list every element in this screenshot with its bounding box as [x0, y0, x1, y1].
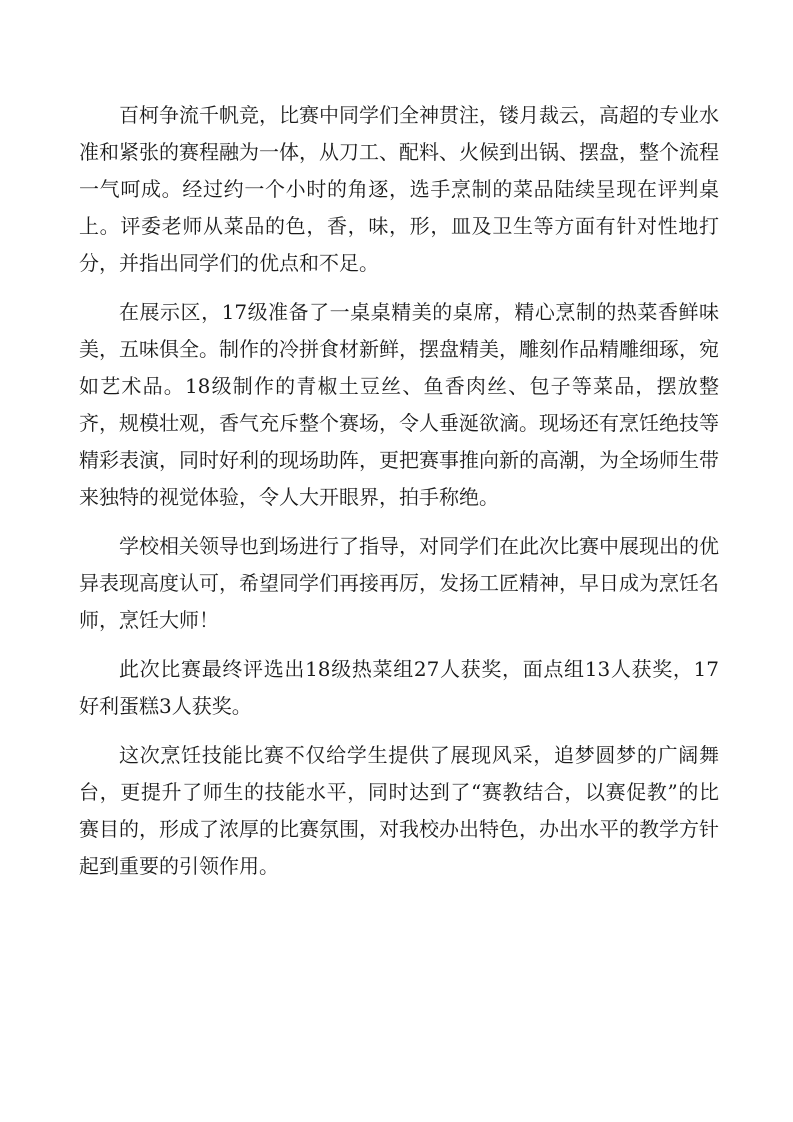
paragraph-leadership-guidance: 学校相关领导也到场进行了指导，对同学们在此次比赛中展现出的优异表现高度认可，希望同学们再接再厉，发扬工匠精神，早日成为烹饪名师，烹饪大师！ [79, 534, 719, 632]
paragraph-competition-process: 百柯争流千帆竞，比赛中同学们全神贯注，镂月裁云，高超的专业水准和紧张的赛程融为一体，从刀工、配料、火候到出锅、摆盘，整个流程一气呵成。经过约一个小时的角逐，选手烹制的菜品陆续呈现在评判桌上。评委老师从菜品的色，香，味，形，皿及卫生等方面有针对性地打分，并指出同学们的优点和不足。 [79, 103, 719, 275]
paragraph-exhibition-area: 在展示区，17级准备了一桌桌精美的桌席，精心烹制的热菜香鲜味美，五味俱全。制作的冷拼食材新鲜，摆盘精美，雕刻作品精雕细琢，宛如艺术品。18级制作的青椒土豆丝、鱼香肉丝、包子等菜品，摆放整齐，规模壮观，香气充斥整个赛场，令人垂涎欲滴。现场还有烹饪绝技等精彩表演，同时好利的现场助阵，更把赛事推向新的高潮，为全场师生带来独特的视觉体验，令人大开眼界，拍手称绝。 [79, 300, 719, 509]
paragraph-conclusion: 这次烹饪技能比赛不仅给学生提供了展现风采，追梦圆梦的广阔舞台，更提升了师生的技能水平，同时达到了“赛教结合，以赛促教”的比赛目的，形成了浓厚的比赛氛围，对我校办出特色，办出水平的教学方针起到重要的引领作用。 [79, 743, 719, 878]
paragraph-award-results: 此次比赛最终评选出18级热菜组27人获奖，面点组13人获奖，17好利蛋糕3人获奖。 [79, 657, 719, 718]
document-body [79, 97, 719, 897]
